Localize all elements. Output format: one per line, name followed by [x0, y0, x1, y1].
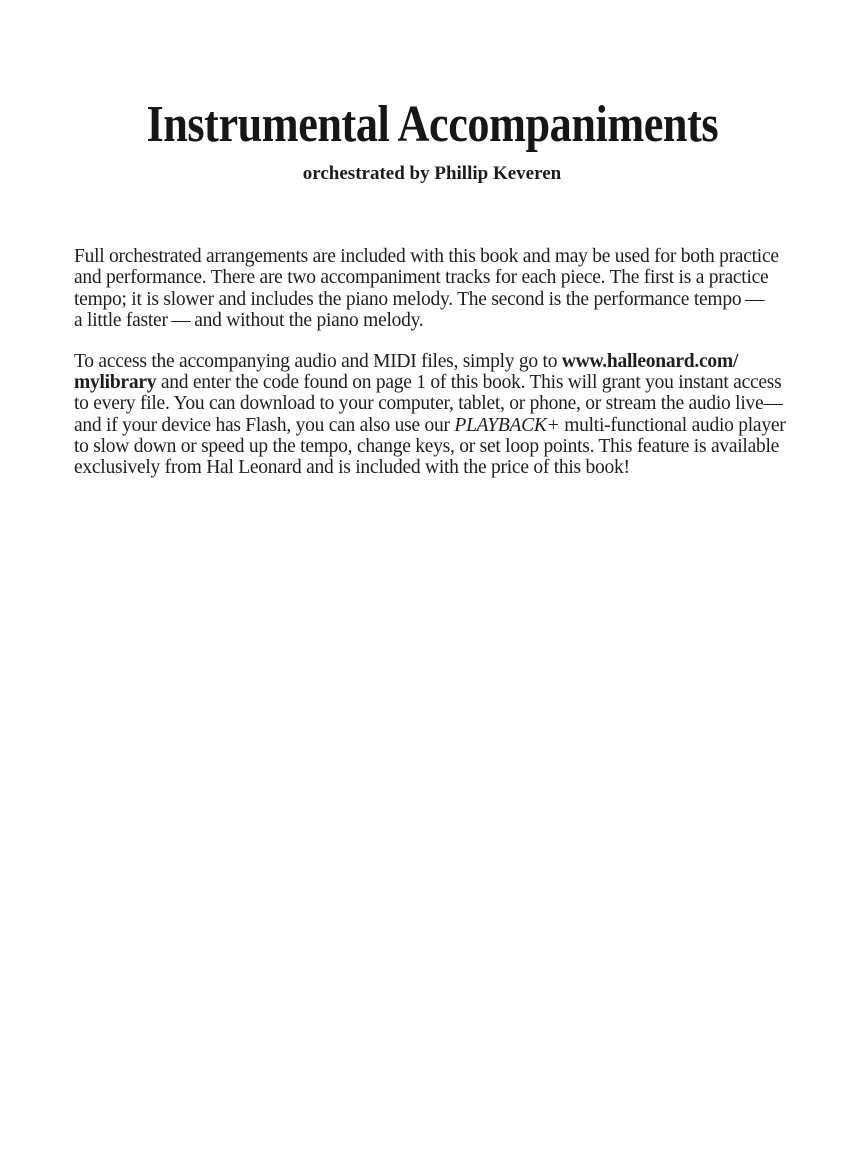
text-run: Full orchestrated arrangements are included with this book and may be used for both practice: [74, 246, 779, 267]
paragraph: [74, 351, 790, 479]
body-text: [74, 246, 790, 479]
italic-run: PLAYBACK+: [454, 414, 560, 436]
text-run: tempo; it is slower and includes the piano melody. The second is the performance tempo —: [74, 288, 765, 310]
text-run: To access the accompanying audio and MIDI files, simply go to: [74, 350, 562, 372]
bold-run: www.halleonard.com/: [561, 350, 739, 372]
bold-run: mylibrary: [74, 372, 157, 394]
text-line: [74, 310, 790, 331]
text-run: a little faster — and without the piano melody.: [74, 310, 424, 332]
page-subtitle: orchestrated by Phillip Keveren: [302, 163, 562, 184]
text-run: and enter the code found on page 1 of this book. This will grant you instant access: [156, 372, 782, 394]
text-line: [74, 436, 790, 457]
text-line: [74, 246, 790, 267]
subtitle-block: [0, 163, 864, 186]
text-line: [74, 267, 790, 288]
text-line: [74, 457, 790, 478]
text-run: exclusively from Hal Leonard and is included with the price of this book!: [74, 457, 630, 479]
page-title: Instrumental Accompaniments: [146, 96, 718, 153]
text-run: and if your device has Flash, you can also use our: [74, 414, 455, 436]
text-line: [74, 372, 790, 393]
text-line: [74, 351, 790, 372]
text-line: [74, 415, 790, 436]
text-run: to slow down or speed up the tempo, change keys, or set loop points. This feature is available: [74, 436, 780, 458]
text-line: [74, 393, 790, 414]
title-block: [0, 96, 864, 163]
text-line: [74, 289, 790, 310]
text-run: multi-functional audio player: [559, 414, 786, 436]
text-run: to every file. You can download to your computer, tablet, or phone, or stream the audio live—: [74, 393, 783, 415]
paragraph: [74, 246, 790, 331]
text-run: and performance. There are two accompaniment tracks for each piece. The first is a practice: [74, 267, 769, 289]
